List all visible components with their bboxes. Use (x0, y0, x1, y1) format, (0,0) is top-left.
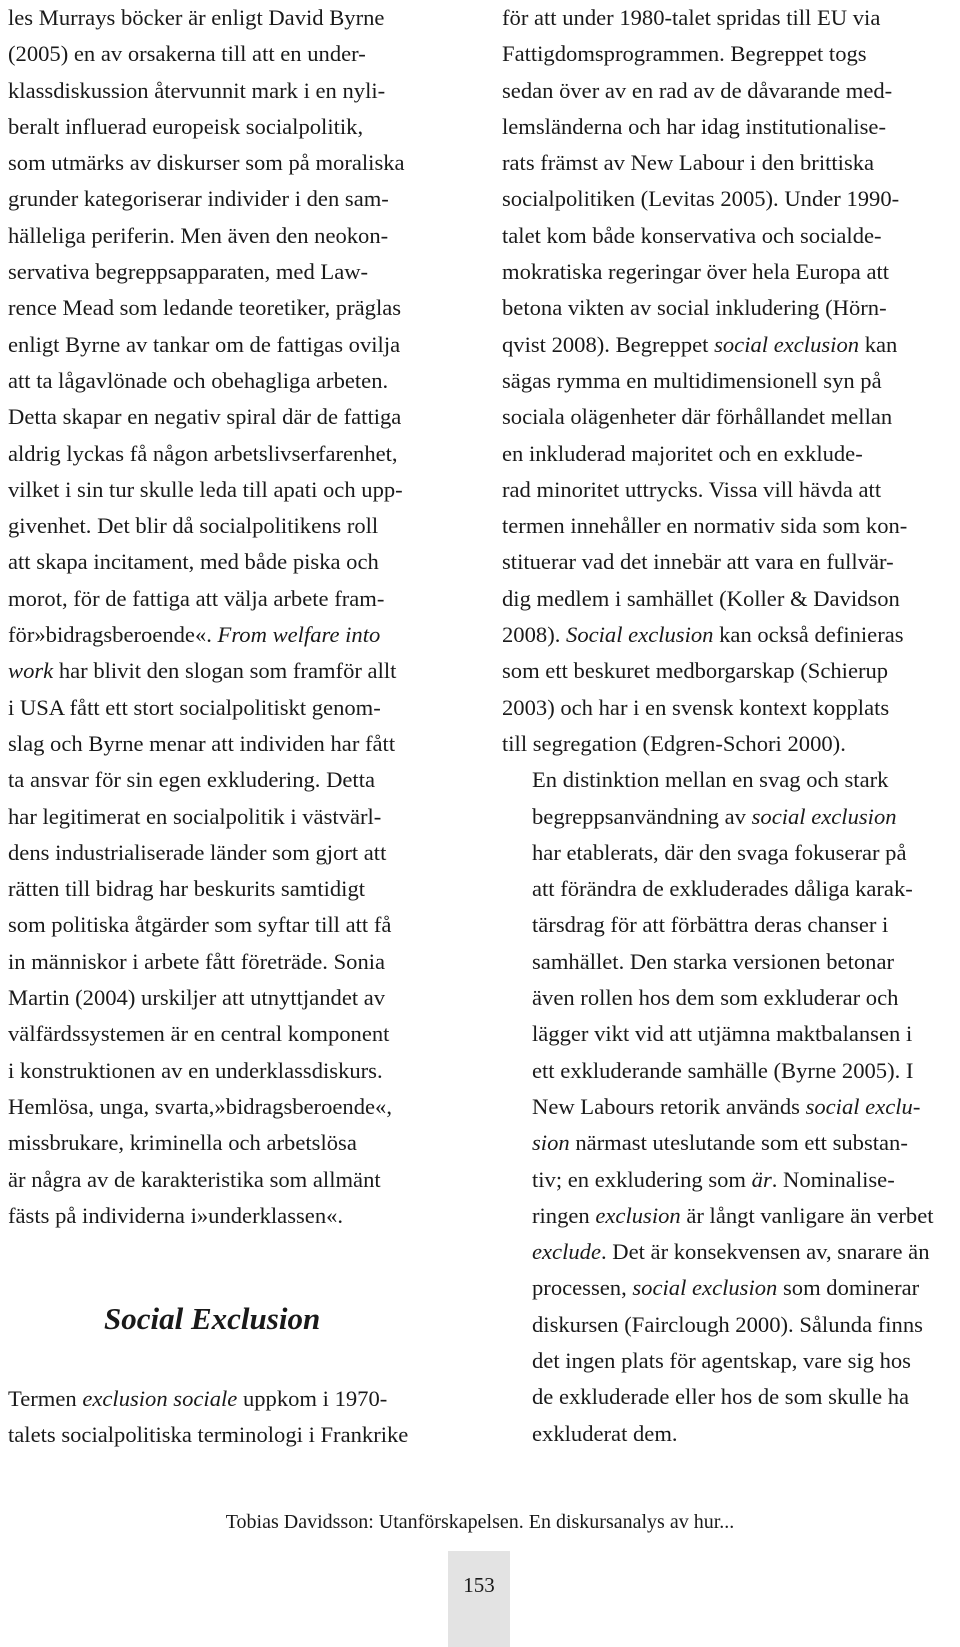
italic-term: From welfare into (217, 622, 381, 648)
text-line: 2003) och har i en svensk kontext kopplats (502, 694, 890, 720)
text-line: rätten till bidrag har beskurits samtidigt (8, 876, 366, 902)
text-line: tiv; en exkludering som är. Nominalise- (532, 1166, 895, 1192)
text-line: för att under 1980-talet spridas till EU via (502, 5, 881, 30)
italic-term: är (751, 1166, 772, 1192)
text-line: servativa begreppsapparaten, med Law- (8, 259, 369, 285)
text-line: Hemlösa, unga, svarta,»bidragsberoende«, (8, 1093, 392, 1119)
text-line: Martin (2004) urskiljer att utnyttjandet av (8, 985, 386, 1011)
text-line: att skapa incitament, med både piska och (8, 549, 379, 575)
right-paragraph-2 (502, 762, 956, 1452)
text-line: Termen exclusion sociale uppkom i 1970- (8, 1386, 388, 1411)
page-number: 153 (463, 1573, 495, 1597)
text-line: qvist 2008). Begreppet social exclusion kan (502, 331, 898, 357)
text-line: samhället. Den starka versionen betonar (532, 948, 894, 974)
text-line: en inkluderad majoritet och en exklude- (502, 440, 863, 466)
text-line: processen, social exclusion som dominerar (532, 1275, 920, 1301)
left-column (8, 0, 456, 1234)
italic-term: social exclusion (714, 331, 860, 357)
text-line: Fattigdomsprogrammen. Begreppet togs (502, 41, 867, 67)
text-line: ett exkluderande samhälle (Byrne 2005). I (532, 1057, 914, 1083)
text-line: Detta skapar en negativ spiral där de fattiga (8, 404, 402, 430)
left-paragraph-1 (8, 0, 456, 1234)
running-footer: Tobias Davidsson: Utanförskapelsen. En diskursanalys av hur... (225, 1511, 735, 1533)
text-line: vilket i sin tur skulle leda till apati och upp- (8, 476, 403, 502)
text-line: att ta lågavlönade och obehagliga arbeten. (8, 367, 389, 393)
text-line: exclude. Det är konsekvensen av, snarare än (532, 1239, 930, 1265)
italic-term: work (8, 658, 54, 684)
text-line: termen innehåller en normativ sida som kon- (502, 513, 908, 539)
text-line: En distinktion mellan en svag och stark (532, 767, 889, 793)
section-heading: Social Exclusion (104, 1301, 321, 1336)
text-line: grunder kategoriserar individer i den sam- (8, 186, 389, 212)
left-section-body (8, 1381, 456, 1454)
right-paragraph-1 (502, 0, 956, 762)
left-paragraph-2 (8, 1381, 456, 1454)
text-line: missbrukare, kriminella och arbetslösa (8, 1130, 357, 1156)
text-line: som ett beskuret medborgarskap (Schierup (502, 658, 889, 684)
text-line: aldrig lyckas få någon arbetslivserfarenhet, (8, 440, 398, 466)
text-line: betona vikten av social inkludering (Hörn- (502, 295, 887, 321)
text-line: morot, för de fattiga att välja arbete fram- (8, 585, 385, 611)
text-line: dig medlem i samhället (Koller & Davidson (502, 585, 900, 611)
text-line: de exkluderade eller hos de som skulle ha (532, 1384, 910, 1410)
italic-term: exclusion (595, 1202, 681, 1228)
text-line: sociala olägenheter där förhållandet mellan (502, 404, 893, 430)
text-line: det ingen plats för agentskap, vare sig hos (532, 1347, 911, 1373)
text-line: in människor i arbete fått företräde. Sonia (8, 948, 386, 974)
text-line: les Murrays böcker är enligt David Byrne (8, 5, 385, 30)
text-line: hälleliga periferin. Men även den neokon- (8, 222, 389, 248)
text-line: i konstruktionen av en underklassdiskurs. (8, 1057, 383, 1083)
italic-term: social exclusion (751, 803, 897, 829)
text-line: ta ansvar för sin egen exkludering. Detta (8, 767, 376, 793)
text-line: rad minoritet uttrycks. Vissa vill hävda att (502, 476, 882, 502)
text-line: enligt Byrne av tankar om de fattigas ovilja (8, 331, 401, 357)
text-line: stituerar vad det innebär att vara en fullvär- (502, 549, 894, 575)
text-line: tärsdrag för att förbättra deras chanser i (532, 912, 889, 938)
italic-term: exclusion sociale (82, 1386, 238, 1411)
text-line: socialpolitiken (Levitas 2005). Under 1990- (502, 186, 900, 212)
text-line: givenhet. Det blir då socialpolitikens roll (8, 513, 379, 539)
text-line: sion närmast uteslutande som ett substan- (532, 1130, 908, 1156)
italic-term: social exclu- (805, 1093, 921, 1119)
text-line: ringen exclusion är långt vanligare än verbet (532, 1202, 934, 1228)
text-line: dens industrialiserade länder som gjort att (8, 839, 387, 865)
text-line: rence Mead som ledande teoretiker, präglas (8, 295, 402, 321)
text-line: (2005) en av orsakerna till att en under- (8, 41, 366, 67)
text-line: även rollen hos dem som exkluderar och (532, 985, 899, 1011)
text-line: work har blivit den slogan som framför allt (8, 658, 397, 684)
text-line: begreppsanvändning av social exclusion (532, 803, 897, 829)
text-line: lägger vikt vid att utjämna maktbalansen i (532, 1021, 913, 1047)
italic-term: Social exclusion (566, 622, 714, 648)
text-line: till segregation (Edgren-Schori 2000). (502, 730, 846, 756)
italic-term: exclude (532, 1239, 601, 1265)
text-line: välfärdssystemen är en central komponent (8, 1021, 390, 1047)
text-line: sägas rymma en multidimensionell syn på (502, 367, 882, 393)
text-line: fästs på individerna i»underklassen«. (8, 1202, 344, 1228)
text-line: har legitimerat en socialpolitik i västvärl- (8, 803, 382, 829)
italic-term: social exclusion (632, 1275, 778, 1301)
text-line: som utmärks av diskurser som på moraliska (8, 150, 405, 176)
text-line: i USA fått ett stort socialpolitiskt genom- (8, 694, 381, 720)
text-line: sedan över av en rad av de dåvarande med- (502, 77, 893, 103)
text-line: talets socialpolitiska terminologi i Frankrike (8, 1422, 409, 1448)
page-number-box (448, 1551, 510, 1647)
text-line: har etablerats, där den svaga fokuserar på (532, 839, 907, 865)
text-line: New Labours retorik används social exclu- (532, 1093, 921, 1119)
text-line: talet kom både konservativa och socialde- (502, 222, 882, 248)
text-line: diskursen (Fairclough 2000). Sålunda finns (532, 1311, 923, 1337)
text-line: exkluderat dem. (532, 1420, 678, 1446)
text-line: klassdiskussion återvunnit mark i en nyli- (8, 77, 386, 103)
text-line: för»bidragsberoende«. From welfare into (8, 622, 381, 648)
italic-term: sion (532, 1130, 570, 1156)
text-line: att förändra de exkluderades dåliga karak- (532, 876, 913, 902)
text-line: beralt influerad europeisk socialpolitik, (8, 113, 364, 139)
right-column (502, 0, 956, 1452)
text-line: är några av de karakteristika som allmänt (8, 1166, 381, 1192)
text-line: mokratiska regeringar över hela Europa att (502, 259, 890, 285)
text-line: som politiska åtgärder som syftar till att få (8, 912, 392, 938)
text-line: slag och Byrne menar att individen har fått (8, 730, 396, 756)
text-line: lemsländerna och har idag institutionalise- (502, 113, 886, 139)
text-line: rats främst av New Labour i den brittiska (502, 150, 875, 176)
text-line: 2008). Social exclusion kan också definieras (502, 622, 904, 648)
